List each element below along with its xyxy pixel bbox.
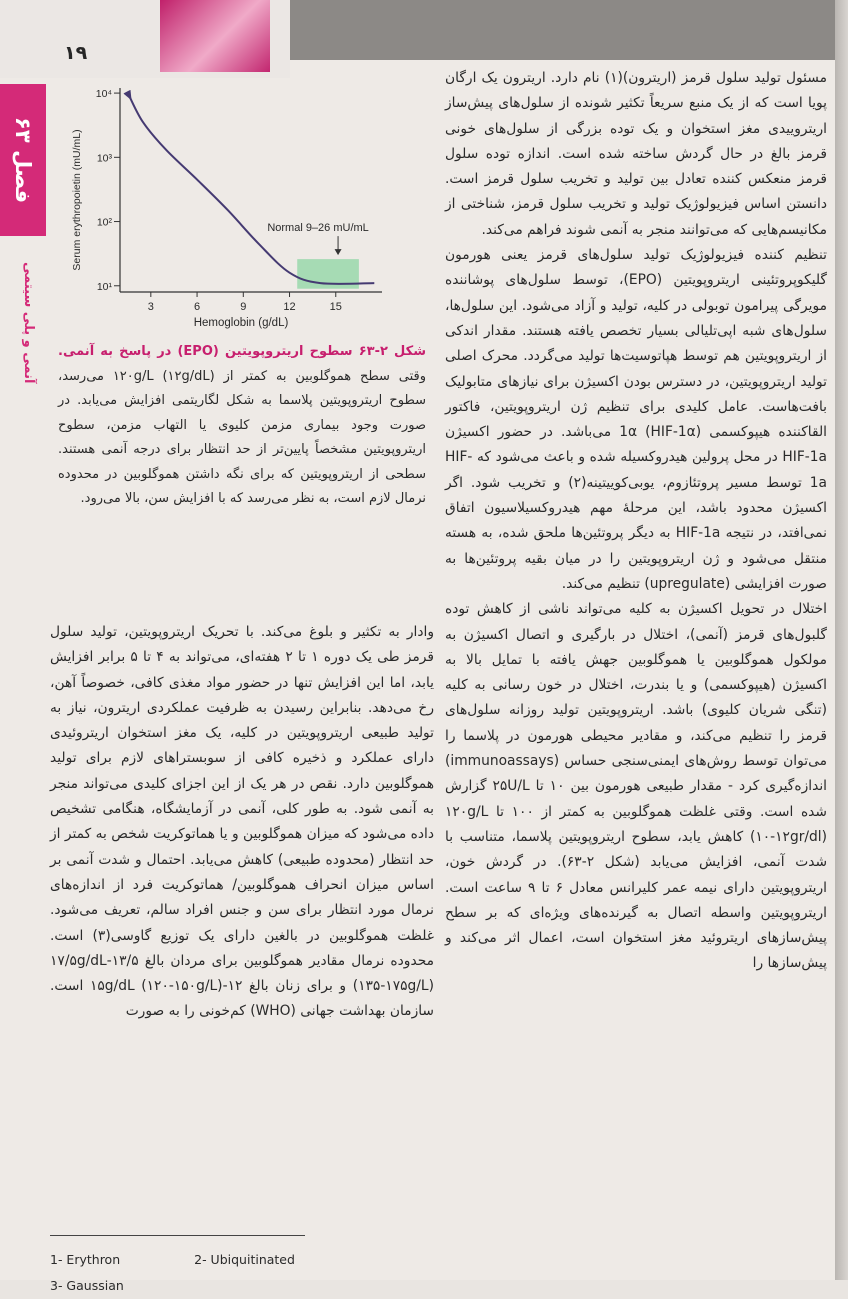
caption-title: شکل ۲-۶۳ سطوح اریتروپویتین (EPO) در پاسخ به آنمی. [58,344,426,359]
y-tick-label: 10³ [97,152,113,164]
right-paragraph-2: تنظیم کننده فیزیولوژیک تولید سلول‌های قرمز یعنی هورمون گلیکوپروتئینی اریتروپویتین (EPO)، توسط سلول‌های پوشاننده مویرگی پیرامون توبولی در کلیه، تولید و آزاد می‌شود. این سلول‌ها، سلول‌های شبه اپی‌تلیالی بسیار تخصص یافته هستند. مقدار اندکی از اریتروپویتین هم توسط هپاتوسیت‌ها تولید می‌گردد. محرک اصلی تولید اریتروپویتین، در دسترس بودن اکسیژن برای نیازهای متابولیک بافت‌هاست. عامل کلیدی برای تنظیم ژن اریتروپویتین، فاکتور القاکننده هیپوکسمی 1α (HIF-1α) می‌باشد. در حضور اکسیژن HIF-1a در محل پرولین هیدروکسیله شده و باعث می‌شود که HIF-1a توسط مسیر پروتئازوم، یوبی‌کوییتینه(۲) و تخریب شود. اگر اکسیژن محدود باشد، این مرحلهٔ مهم هیدروکسیلاسیون اتفاق نمی‌افتد، در نتیجه HIF-1a به دیگر پروتئین‌ها ملحق شده، به هسته منتقل می‌شود و ژن اریتروپویتین را در میان بقیه پروتئین‌ها به صورت افزایشی (upregulate) تنظیم می‌کند. [445,243,827,597]
figure-caption [58,340,426,512]
x-tick-label: 3 [148,301,154,313]
top-gray-strip [270,0,848,60]
right-paragraph-1: مسئول تولید سلول قرمز (اریترون)(۱) نام دارد. اریترون یک ارگان پویا است که از یک منبع سریعاً تکثیر شونده از سلول‌های پیش‌ساز اریتروییدی مغز استخوان و یک توده بزرگی از سلول‌های خونی قرمز بالغ در حال گردش ساخته شده است. اندازه توده سلول قرمز منعکس کننده تعادل بین تولید و تخریب سلول قرمز است. دانستن اساس فیزیولوژیک تولید و تخریب سلول قرمز، شناختی از مکانیسم‌هایی که می‌توانند منجر به آنمی شوند فراهم می‌کند. [445,66,827,243]
normal-range-arrow-head [335,249,342,255]
normal-range-label: Normal 9–26 mU/mL [267,222,368,234]
caption-body: وقتی سطح هموگلوبین به کمتر از ۱۲۰g/L (۱۲g/dL) می‌رسد، سطوح اریتروپویتین پلاسما به شکل لگاریتمی افزایش می‌یابد. در صورت وجود بیماری مزمن کلیوی یا التهاب مزمن، سطوح اریتروپویتین مشخصاً پایین‌تر از حد انتظار برای درجه آنمی هستند. سطحی از اریتروپویتین که برای نگه داشتن هموگلوبین در محدوده نرمال لازم است، به نظر می‌رسد که با افزایش سن، بالا می‌رود. [58,369,426,507]
y-axis-label: Serum erythropoietin (mU/mL) [71,129,83,270]
page-number: ۱۹ [64,42,87,64]
left-text-column [50,620,434,1025]
x-tick-label: 12 [283,301,295,313]
erythropoietin-chart [62,80,412,330]
epo-curve [129,96,374,284]
chapter-tab-label: فصل ۶۳ [11,117,35,203]
x-ticks [148,292,342,313]
chapter-tab [0,84,46,236]
page-edge [835,0,848,1280]
footnote-2: 2- Ubiquitinated [194,1247,295,1273]
curve-points [129,96,374,283]
x-axis-label: Hemoglobin (g/dL) [194,317,289,329]
right-paragraph-3: اختلال در تحویل اکسیژن به کلیه می‌تواند ناشی از کاهش توده گلبول‌های قرمز (آنمی)، اختلال در بارگیری و اتصال اکسیژن به مولکول هموگلوبین یا هموگلوبین جهش یافته با تمایل بالا به اکسیژن (هیپوکسمی) و یا بندرت، اختلال در خون رسانی به کلیه (تنگی شریان کلیوی) باشد. اریتروپویتین تولید روزانه سلول‌های قرمز را تنظیم می‌کند، و مقادیر محیطی هورمون در پلاسما را می‌توان توسط روش‌های ایمنی‌سنجی حساس (immunoassays) اندازه‌گیری کرد - مقدار طبیعی هورمون بین ۱۰ تا ۲۵U/L گزارش شده است. وقتی غلظت هموگلوبین به کمتر از ۱۰۰ تا ۱۲۰g/L (۱۰-۱۲gr/dl) کاهش یابد، سطوح اریتروپویتین پلاسما، متناسب با شدت آنمی، افزایش می‌یابد (شکل ۲-۶۳). در گردش خون، اریتروپویتین دارای نیمه عمر کلیرانس معادل ۶ تا ۹ ساعت است. اریتروپویتین واسطه اتصال به گیرنده‌های ویژه‌ای که بر سطح پیش‌سازهای اریتروئید مغز استخوان است، اعمال اثر می‌کند و پیش‌سازها را [445,597,827,976]
x-tick-label: 9 [240,301,246,313]
y-tick-label: 10¹ [97,281,113,293]
footnote-1: 1- Erythron [50,1247,120,1273]
y-ticks [96,88,120,293]
y-tick-label: 10⁴ [96,88,112,100]
x-tick-label: 15 [330,301,342,313]
footnotes [50,1247,430,1299]
left-paragraph-1: وادار به تکثیر و بلوغ می‌کند. با تحریک اریتروپویتین، تولید سلول قرمز طی یک دوره ۱ تا ۲ هفته‌ای، می‌تواند به ۴ تا ۵ برابر افزایش یابد، اما این افزایش تنها در حضور مواد مغذی کافی، خصوصاً آهن، رخ می‌دهد. بنابراین رسیدن به ظرفیت عملکردی اریترون، نیاز به تولید طبیعی اریتروپویتین در کلیه، یک مغز استخوان اریتروئیدی دارای عملکرد و ذخیره کافی از سوبستراهای لازم برای تولید هموگلوبین دارد. نقص در هر یک از این اجزای کلیدی می‌تواند منجر به آنمی شود. به طور کلی، آنمی در آزمایشگاه، هنگامی تشخیص داده می‌شود که میزان هموگلوبین و یا هماتوکریت شخص به کمتر از حد انتظار (محدوده طبیعی) کاهش می‌یابد. احتمال و شدت آنمی بر اساس میزان انحراف هموگلوبین/ هماتوکریت فرد از اندازه‌های نرمال مورد انتظار برای سن و جنس افراد سالم، تعریف می‌شود. غلظت هموگلوبین در بالغین دارای یک توزیع گاوسی(۳) است. محدوده نرمال مقادیر هموگلوبین برای مردان بالغ ۱۳/۵-۱۷/۵g/dL (۱۳۵-۱۷۵g/L) و برای زنان بالغ ۱۲-۱۵g/dL (۱۲۰-۱۵۰g/L) است. سازمان بهداشت جهانی (WHO) کم‌خونی را به صورت [50,620,434,1025]
right-text-column [445,66,827,977]
y-tick-label: 10² [97,217,113,229]
top-pink-decoration [160,0,270,72]
x-tick-label: 6 [194,301,200,313]
chapter-subtitle: آنمی و پلی سیتمی [6,262,36,372]
footnote-3: 3- Gaussian [50,1273,124,1299]
chart-svg [62,80,412,330]
footnote-divider [50,1235,305,1236]
